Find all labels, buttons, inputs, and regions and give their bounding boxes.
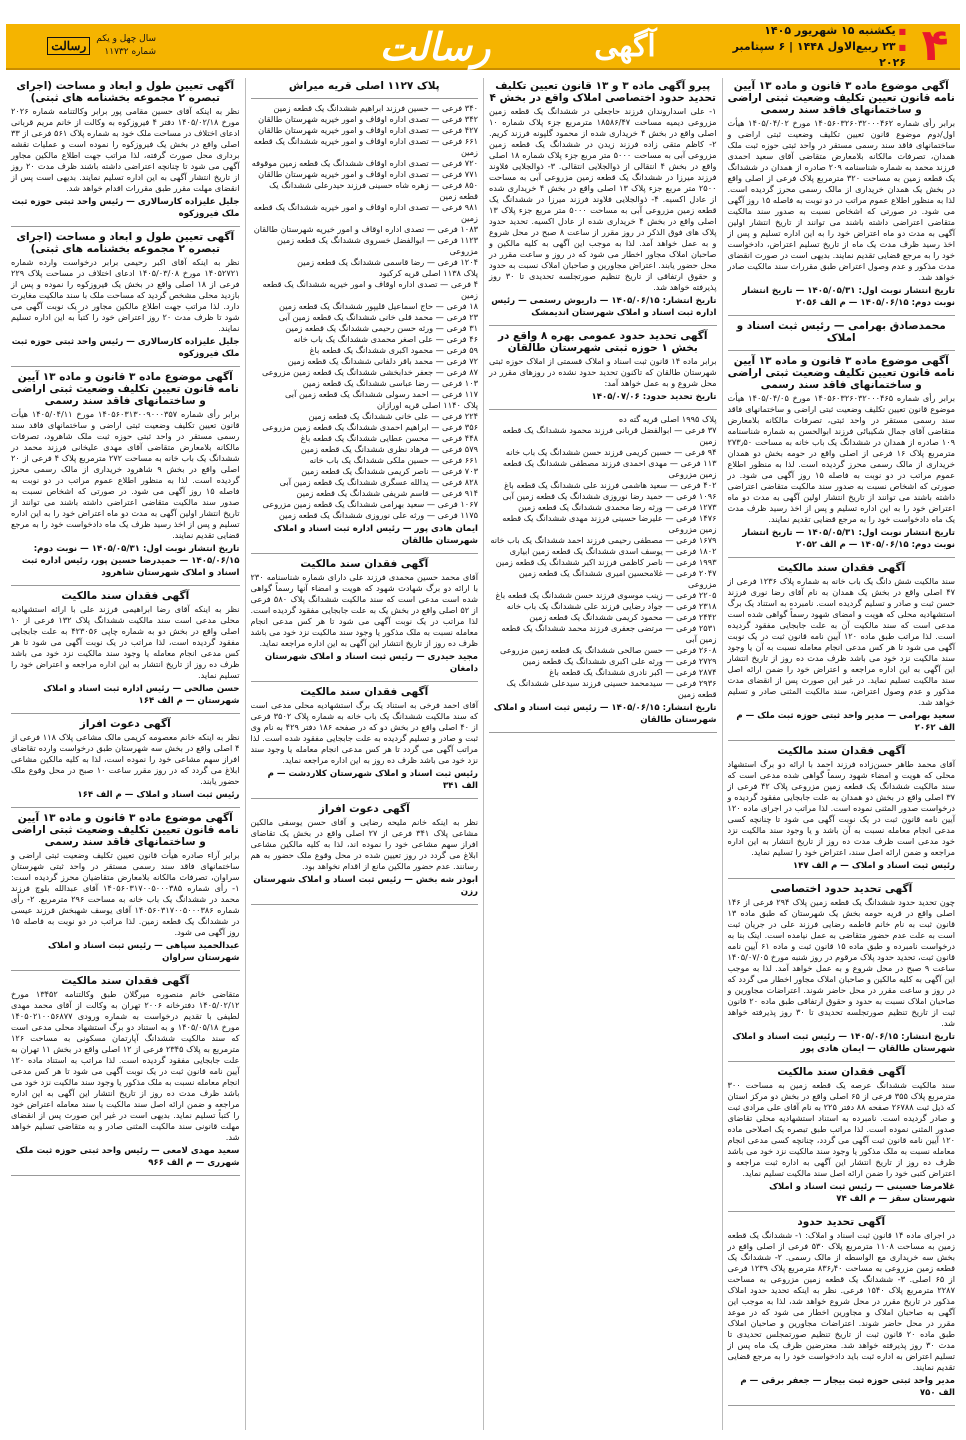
notice-title: آگهی فقدان سند مالکیت bbox=[300, 558, 429, 570]
notice-divider bbox=[728, 315, 956, 316]
notice-signature: جلیل علیزاده کارسالاری — رئیس واحد ثبتی حوزه ثبت ملک فیروزکوه bbox=[11, 337, 240, 359]
notice-divider bbox=[728, 1211, 956, 1212]
notice-signature: غلامرضا حسینی — رئیس ثبت اسناد و املاک شهرستان سقز — م الف ۷۴ bbox=[769, 1182, 955, 1204]
notice-signature: حسن صالحی — رئیس اداره ثبت اسناد و املاک شهرستان — م الف ۱۶۴ bbox=[43, 684, 240, 706]
list-item: ۱۱۷۵ فرعی — ورثه علی نوروزی ششدانگ یک قطعه زمین bbox=[278, 510, 478, 520]
legal-notice bbox=[251, 558, 479, 675]
list-item: ۴۴۸ فرعی — محسن عطایی ششدانگ یک قطعه باغ bbox=[300, 433, 478, 443]
notice-body: نظر به اینکه خانم معصومه کریمی مالک مشاعی پلاک ۱۱۸ فرعی از ۴ اصلی واقع در بخش سه شهرستان طبق درخواست وارده تقاضای افراز سهم مشاعی خود را نموده است، لذا به کلیه مالکین مشاعی ابلاغ می گردد که در روز مقرر ساعت ۱۰ صبح در محل وقوع ملک حضور یابند. bbox=[11, 732, 240, 786]
mini-logo: رسالت bbox=[47, 37, 90, 55]
masthead-mini bbox=[6, 33, 156, 59]
date-persian: ■ یکشنبه ۱۵ شهریور ۱۴۰۵ bbox=[720, 23, 906, 39]
list-item: ۱۸۰۲ فرعی — یوسف اسدی ششدانگ یک قطعه زمین ابیاری bbox=[509, 546, 717, 556]
list-item: ۱۴۷۶ فرعی — علیرضا حسینی فرزند مهدی ششدانگ یک قطعه زمین مزروعی bbox=[502, 513, 717, 534]
page-number: ۴ bbox=[921, 20, 949, 71]
notice-title: آگهی تعیین طول و ابعاد و مساحت (اجرای تبصره ۲ مجموعه بخشنامه های ثبتی) bbox=[16, 80, 235, 104]
notice-title: آگهی دعوت افراز bbox=[79, 718, 171, 730]
notice-title: آگهی موضوع ماده ۳ قانون و ماده ۱۳ آیین نامه قانون تعیین تکلیف وضعیت ثبتی اراضی و ساختمانهای فاقد سند رسمی bbox=[727, 355, 955, 391]
notice-body: نظر به اینکه آقای اکبر رحیمی برابر درخواست وارده شماره ۱۴۰۵۲۷۲۱ مورخ ۱۴۰۵/۰۳/۰۸ ادعای اختلاف در مساحت پلاک ۲۲۹ فرعی از ۱۸ اصلی واقع در بخش یک فیروزکوه را نموده و پس از بازدید محلی مشخص گردید که مساحت ملک با سند مالکیت مغایرت دارد. لذا مراتب جهت اطلاع مالکین مجاور در یک نوبت آگهی می شود تا ظرف مدت ۲۰ روز اعتراض خود را کتباً به این اداره تسلیم نمایند. bbox=[11, 257, 240, 333]
notice-divider bbox=[11, 585, 240, 586]
issue-info bbox=[96, 33, 156, 59]
notice-body: متقاضی خانم منصوره میرگلان طبق وکالتنامه ۱۳۴۵۲ مورخ ۱۴۰۵/۰۲/۱۲ دفترخانه ۲۰۰۶ تهران به وکالت از آقای محمد مهدی لطیفی با تقدیم درخواست به شماره ورودی ۱۴۰۵۰۲۱۰۰۵۶۸۷۷ مورخ ۱۴۰۵/۰۵/۱۸ و به استناد دو برگ استشهاد محلی مدعی است که سند مالکیت ششدانگ آپارتمان مسکونی به مساحت ۱۲۶ مترمربع به پلاک ۲۳۴۵ فرعی از ۱۲ اصلی واقع در بخش ۱۱ تهران به علت جابجایی مفقود گردیده است. لذا مراتب به استناد ماده ۱۲۰ آیین نامه قانون ثبت در یک نوبت آگهی می شود تا هر کس مدعی انجام معامله نسبت به ملک مذکور یا وجود سند مالکیت نزد خود می باشد ظرف مدت ده روز از تاریخ انتشار این آگهی به این اداره مراجعه و ضمن ارائه اصل سند مالکیت یا سند معامله اعتراض خود را کتباً تسلیم نماید. بدیهی است در غیر این صورت پس از انقضای مهلت قانونی سند مالکیت المثنی صادر و به متقاضی تسلیم خواهد شد. bbox=[11, 989, 240, 1142]
list-item: ۱۰۹۶ فرعی — حمید رضا نوروزی ششدانگ یک قطعه زمین آبی bbox=[502, 491, 717, 501]
notice-divider bbox=[489, 732, 717, 733]
legal-notice bbox=[728, 320, 956, 344]
legal-notice bbox=[728, 355, 956, 551]
list-item: ۲۵۳۱ فرعی — مرتضی جعفری فرزند محمد ششدانگ یک قطعه زمین آبی bbox=[501, 623, 717, 644]
notice-body: برابر رأی شماره ۱۴۰۵۶۰۳۱۳۰۰۹۰۰۰۳۵۷ مورخ ۱۴۰۵/۰۴/۱۱ هیأت قانون تعیین تکلیف وضعیت ثبتی اراضی و ساختمانهای فاقد سند رسمی مستقر در واحد ثبتی حوزه ثبت ملک شاهرود، تصرفات مالکانه بلامعارض متقاضی آقای مهدی علیخانی فرزند محمد در ششدانگ یک باب خانه به مساحت ۲۷۲ مترمربع پلاک ۴ فرعی از ۲۰ اصلی واقع در بخش ۹ شاهرود خریداری از مالک رسمی محرز گردیده است. لذا به منظور اطلاع عموم مراتب در دو نوبت به فاصله ۱۵ روز آگهی می شود. در صورتی که اشخاص نسبت به صدور سند مالکیت متقاضی اعتراضی داشته باشند می توانند از تاریخ انتشار اولین آگهی به مدت دو ماه اعتراض خود را به این اداره تسلیم و پس از اخذ رسید ظرف یک ماه دادخواست خود را به مرجع قضایی تقدیم نمایند. bbox=[11, 409, 240, 540]
list-item: ۸۲۸ فرعی — یدالله عسگری ششدانگ یک قطعه زمین آبی bbox=[279, 477, 478, 487]
notice-signature: سعید بهرامی — مدیر واحد ثبتی حوزه ثبت ملک — م الف ۲۰۶۲ bbox=[736, 711, 955, 733]
legal-notice bbox=[728, 1216, 956, 1399]
notice-body: آقای محمد طاهر حسن‌زاده فرزند احمد با ارائه دو برگ استشهاد محلی که هویت و امضاء شهود رسماً گواهی شده مدعی است که سند مالکیت ششدانگ یک قطعه زمین مزروعی پلاک ۴۲ فرعی از ۳۷ اصلی واقع در بخش دو همدان به علت جابجایی مفقود گردیده و درخواست صدور المثنی نموده است. لذا مراتب در اجرای ماده ۱۲۰ آیین نامه قانون ثبت در یک نوبت آگهی می شود تا چنانچه کسی مدعی انجام معامله نسبت به آن باشد و یا وجود سند مالکیت نزد خود مدعی است ظرف مدت ده روز از تاریخ انتشار به این اداره مراجعه و ضمن ارائه اصل سند، اعتراض خود را تسلیم نماید. bbox=[727, 759, 955, 857]
list-item: ۲۹۳۶ فرعی — سیدمحمد حسینی فرزند سیدعلی ششدانگ یک قطعه زمین bbox=[506, 678, 717, 699]
legal-notice bbox=[728, 80, 956, 309]
notice-divider bbox=[728, 878, 956, 879]
legal-notice bbox=[11, 371, 240, 579]
notice-title: آگهی فقدان سند مالکیت bbox=[61, 590, 190, 602]
legal-notice bbox=[11, 590, 240, 707]
notice-signature: مدیر واحد ثبتی حوزه ثبت بیجار — جعفر برقی — م الف ۷۵۰ bbox=[740, 1376, 955, 1398]
newspaper-logo: رسالت bbox=[379, 23, 491, 69]
list-item: ۲۸۷۴ فرعی — اکبر نادری ششدانگ یک قطعه باغ bbox=[549, 667, 717, 677]
list-item: ۱۲۷۳ فرعی — ورثه رضا محمدی ششدانگ یک قطعه زمین bbox=[518, 502, 717, 512]
notice-body: ۱- علی اسداروندان فرزند حاجعلی در ششدانگ یک قطعه زمین مزروعی دیمیه مساحت ۱۸۵۸۶/۴۷ مترمربع جزء پلاک شماره ۱۰ اصلی واقع در بخش ۴ خریداری شده از محمود گلپونه فرزند کریم. ۲- کاظم متقی زاده فرزند زیدن در ششدانگ یک قطعه زمین مزروعی آبی به مساحت ۵۰۰۰ متر مربع جزء پلاک شماره ۱۸ اصلی واقع در بخش ۴ انتقالی از ذوالجلایی انتقالی. ۳- ذوالجلایی فلاوند فرزند میرزا در ششدانگ یک قطعه زمین مزروعی آبی به مساحت ۲۵۰۰ متر مربع جزء پلاک ۱۳ اصلی واقع در بخش ۴ خریداری شده از عادل اکسیه. ۴- ذوالجلایی فلاوند فرزند میرزا در ششدانگ یک قطعه زمین مزروعی آبی به مساحت ۵۰۰۰ متر مربع جزء پلاک ۱۳ اصلی واقع در بخش ۴ خریداری شده از عادل اکسیه. تحدید حدود پلاک های فوق الذکر در روز مقرر از ساعت ۸ صبح در محل شروع و به عمل خواهد آمد. لذا به موجب این آگهی به کلیه مالکین و صاحبان املاک مجاور اخطار می شود که در روز و ساعت مقرر در محل حضور یابند. اعتراض مجاورین و صاحبان املاک نسبت به حدود و حقوق ارتفاقی از تاریخ تنظیم صورتجلسه تحدیدی تا ۳۰ روز پذیرفته خواهد شد. bbox=[489, 106, 717, 292]
notice-signature: رئیس ثبت اسناد و املاک — م الف ۱۴۷ bbox=[792, 861, 955, 871]
list-item: ۸۵۰ فرعی — زهره شاه حسینی فرزند حیدرعلی ششدانگ یک قطعه زمین bbox=[269, 180, 478, 201]
list-item: ۱۲۰۴ فرعی — رضا قاسمی ششدانگ یک قطعه زمین bbox=[297, 257, 478, 267]
column-4 bbox=[6, 78, 245, 1430]
notice-divider bbox=[728, 740, 956, 741]
notice-body: نظر به اینکه خانم ملیحه رضایی و آقای حسن یوسفی مالکین مشاعی پلاک ۳۴۱ فرعی از ۲۷ اصلی واقع در بخش یک تقاضای افراز سهم مشاعی خود را نموده اند، لذا به کلیه مالکین مشاعی ابلاغ می گردد در روز تعیین شده در محل وقوع ملک حضور به هم رسانند. عدم حضور مالکین مانع از اقدام نخواهد بود. bbox=[250, 817, 479, 871]
notice-signature: سعید مهدی لامعی — رئیس واحد ثبتی حوزه ثبت ملک شهرری — م الف ۹۶۶ bbox=[15, 1146, 240, 1168]
notice-title: آگهی تحدید حدود عمومی بهره ۸ واقع در بخش ۱ حوزه ثبتی شهرستان طالقان bbox=[497, 330, 708, 354]
list-item: ۴ فرعی — تصدی اداره اوقاف و امور خیریه ششدانگ یک قطعه زمین bbox=[262, 279, 478, 300]
notice-divider bbox=[11, 1175, 240, 1176]
list-item: ۵۹ فرعی — محمود اکبری ششدانگ یک قطعه باغ bbox=[309, 345, 478, 355]
notice-title: آگهی تحدید حدود اختصاصی bbox=[770, 883, 913, 895]
notice-title: آگهی فقدان سند مالکیت bbox=[61, 975, 190, 987]
notice-body: نظر به اینکه آقای حسین مقامی پور برابر وکالتنامه شماره ۲۰۲۶ مورخ ۱۴۰۵/۰۲/۱۸ دفتر ۴ فیروزکوه به وکالت از خانم مریم قربانی ادعای اختلاف در مساحت ملک خود به شماره پلاک ۵۶۱ فرعی از ۳۳ اصلی واقع در بخش یک فیروزکوه را نموده است و عملیات نقشه برداری محل صورت گرفته، لذا مراتب جهت اطلاع مالکین مجاور آگهی می شود تا چنانچه اعتراضی داشته باشند ظرف مدت ۲۰ روز از تاریخ انتشار آگهی به این اداره تسلیم نمایند. بدیهی است پس از انقضای مهلت مقرر طبق مقررات اقدام خواهد شد. bbox=[11, 106, 240, 193]
notice-signature: ابوذر شه بخش — رئیس ثبت اسناد و املاک شهرستان رزن bbox=[253, 875, 478, 897]
list-item: ۷۰۳ فرعی — ناصر کریمی ششدانگ یک قطعه زمین bbox=[301, 466, 478, 476]
list-item: پلاک ۱۱۴۰ اصلی قریه اورازان bbox=[376, 400, 478, 410]
list-item: ۲۰۴۷ فرعی — غلامحسین امیری ششدانگ یک قطعه زمین مزروعی bbox=[518, 568, 717, 589]
notice-divider bbox=[728, 1405, 956, 1406]
legal-notice bbox=[251, 80, 479, 92]
list-item: ۱۱۷ فرعی — احمد رسولی ششدانگ یک قطعه زمین آبی bbox=[284, 389, 478, 399]
list-item: ۲۷۲۹ فرعی — ورثه علی اکبری ششدانگ یک قطعه زمین bbox=[522, 656, 717, 666]
legal-notice bbox=[11, 812, 240, 964]
notice-divider bbox=[489, 325, 717, 326]
notice-body: نظر به اینکه آقای رضا ابراهیمی فرزند علی با ارائه استشهادیه محلی مدعی است سند مالکیت ششدانگ پلاک ۱۳۲ فرعی از ۱۰ اصلی واقع در بخش دو به شماره چاپی ۴۲۳۰۵۶ به علت جابجایی مفقود گردیده است، لذا مراتب در یک نوبت آگهی می شود تا هر کس مدعی انجام معامله یا وجود سند مالکیت نزد خود می باشد ظرف ده روز از تاریخ انتشار به این اداره مراجعه و اعتراض خود را تسلیم نماید. bbox=[11, 604, 240, 680]
list-item: ۲۴۴۲ فرعی — محمود کریمی ششدانگ یک قطعه زمین bbox=[529, 612, 717, 622]
date-block bbox=[720, 23, 910, 70]
notice-title: آگهی موضوع ماده ۳ قانون و ماده ۱۳ آیین نامه قانون تعیین تکلیف وضعیت ثبتی اراضی و ساختمانهای فاقد سند رسمی bbox=[11, 812, 239, 848]
issue-line: شماره ۱۱۷۳۲ bbox=[104, 47, 156, 57]
list-item: ۸۷ فرعی — جعفر خدابخشی ششدانگ یک قطعه زمین مزروعی bbox=[261, 367, 478, 377]
list-item: ۷۲ فرعی — محمد باقر دلفانی ششدانگ یک قطعه زمین bbox=[287, 356, 478, 366]
list-item: ۷۷۱ فرعی — تصدی اداره اوقاف و امور خیریه شهرستان طالقان bbox=[258, 169, 478, 179]
notice-body: آقای احمد فرخی به استناد یک برگ استشهادیه محلی مدعی است که سند مالکیت ششدانگ یک باب خانه به شماره پلاک ۳۵۰۲ فرعی از ۴۰ اصلی واقع در بخش دو که در صفحه ۱۸۶ دفتر ۴۲۹ به نام وی ثبت و صادر و تسلیم گردیده به علت جابجایی مفقود شده است. لذا مراتب آگهی می گردد تا هر کس مدعی انجام معامله یا وجود سند نزد خود می باشد ظرف ده روز به این اداره مراجعه نماید. bbox=[250, 700, 478, 765]
legal-notice bbox=[489, 80, 717, 319]
list-item: ۲۲۴ فرعی — علی خانی ششدانگ یک قطعه زمین bbox=[308, 411, 478, 421]
list-item: ۹۱۴ فرعی — قاسم شریفی ششدانگ یک قطعه زمین bbox=[296, 488, 478, 498]
notice-title: آگهی فقدان سند مالکیت bbox=[777, 745, 906, 757]
notice-title: محمدصادق بهرامی — رئیس ثبت اسناد و املاک bbox=[736, 320, 946, 344]
notice-body: آقای محمد حسین محمدی فرزند علی دارای شماره شناسنامه ۲۳۰ با ارائه دو برگ شهادت شهود که هویت و امضاء آنها رسماً گواهی شده است مدعی است که سند مالکیت ششدانگ پلاک ۵۸۰ فرعی از ۵۲ اصلی واقع در بخش یک به علت جابجایی مفقود گردیده است. لذا مراتب در یک نوبت آگهی می شود تا هر کس مدعی انجام معامله نسبت به ملک مذکور یا وجود سند مالکیت نزد خود می باشد ظرف ده روز از تاریخ انتشار این آگهی به این اداره مراجعه نماید. bbox=[250, 572, 478, 648]
list-item: ۶۶۱ فرعی — حسین ملکی ششدانگ یک باب خانه bbox=[309, 455, 478, 465]
notice-divider bbox=[728, 350, 956, 351]
notice-signature: تاریخ انتشار: ۱۴۰۵/۰۶/۱۵ — رئیس ثبت اسناد و املاک شهرستان طالقان — ایمان هادی پور bbox=[732, 1032, 955, 1054]
list-item: ۱۹۹۳ فرعی — ناصر کاظمی فرزند اکبر ششدانگ یک قطعه زمین bbox=[495, 557, 717, 567]
notice-body: برابر رأی شماره ۱۴۰۵۶۰۳۲۶۰۳۲۰۰۰۴۶۲ مورخ ۱۴۰۵/۰۴/۰۲ هیأت اول/دوم موضوع قانون تعیین تکلیف وضعیت ثبتی اراضی و ساختمانهای فاقد سند رسمی مستقر در واحد ثبتی حوزه ثبت ملک همدان، تصرفات مالکانه بلامعارض متقاضی آقای سعید احمدی فرزند محمد به شماره شناسنامه ۲۰۹ صادره از همدان در ششدانگ یک قطعه زمین به مساحت ۳۲۰ مترمربع پلاک فرعی از اصلی واقع در بخش یک همدان خریداری از مالک رسمی محرز گردیده است. لذا به منظور اطلاع عموم مراتب در دو نوبت به فاصله ۱۵ روز آگهی می شود. در صورتی که اشخاص نسبت به صدور سند مالکیت متقاضی اعتراضی داشته باشند می توانند از تاریخ انتشار اولین آگهی به مدت دو ماه اعتراض خود را به این اداره تسلیم و پس از اخذ رسید ظرف مدت یک ماه از تاریخ تسلیم اعتراض، دادخواست خود را به مرجع قضایی تقدیم نمایند. بدیهی است در صورت انقضای مدت مذکور و عدم وصول اعتراض طبق مقررات سند مالکیت صادر خواهد شد. bbox=[727, 118, 956, 282]
notice-divider bbox=[251, 553, 479, 554]
legal-notice bbox=[251, 803, 479, 898]
legal-notice bbox=[728, 883, 956, 1055]
list-item: پلاک ۱۹۹۵ اصلی قریه گته ده bbox=[618, 414, 717, 424]
legal-notice bbox=[489, 330, 717, 403]
notice-title: آگهی دعوت افراز bbox=[318, 803, 410, 815]
list-item: ۴۰۲ فرعی — سعید هاشمی فرزند علی ششدانگ یک قطعه باغ bbox=[504, 480, 717, 490]
list-item: ۱۱۳ فرعی — مهدی احمدی فرزند مصطفی ششدانگ یک قطعه زمین مزروعی bbox=[502, 458, 717, 479]
notice-divider bbox=[728, 557, 956, 558]
notice-title: آگهی فقدان سند مالکیت bbox=[777, 562, 906, 574]
notice-title: آگهی فقدان سند مالکیت bbox=[300, 686, 429, 698]
notice-divider bbox=[11, 226, 240, 227]
notice-divider bbox=[251, 98, 479, 99]
column-3 bbox=[245, 78, 484, 1430]
list-item: ۷۲۰ فرعی — تصدی اداره اوقاف ششدانگ یک قطعه زمین موقوفه bbox=[251, 158, 478, 168]
column-1 bbox=[722, 78, 961, 1430]
notice-signature: تاریخ تحدید حدود: ۱۴۰۵/۰۷/۰۶ bbox=[591, 392, 717, 402]
notice-divider bbox=[489, 409, 717, 410]
notice-divider bbox=[11, 970, 240, 971]
notice-body: چون تحدید حدود ششدانگ یک قطعه زمین پلاک ۲۹۴ فرعی از ۱۴۶ اصلی واقع در قریه حومه بخش یک شهرستان که طبق ماده ۱۳ قانون ثبت به نام خانم فاطمه رضایی فرزند علی در جریان ثبت است به علت عدم حضور متقاضی به عمل نیامده است. اینک بنا به درخواست نامبرده و طبق ماده ۱۵ قانون ثبت و ماده ۶۱ آیین نامه قانون ثبت، تحدید حدود پلاک مرقوم در روز شنبه مورخ ۱۴۰۵/۰۷/۰۵ ساعت ۹ صبح در محل شروع و به عمل خواهد آمد. لذا به موجب این آگهی به کلیه مالکین و صاحبان املاک مجاور اخطار می گردد که در روز و ساعت مقرر در محل حاضر شوند. اعتراضات مجاورین و صاحبان املاک نسبت به حدود و حقوق ارتفاقی طبق ماده ۲۰ قانون ثبت از تاریخ تنظیم صورتجلسه تحدیدی تا ۳۰ روز پذیرفته خواهد شد. bbox=[727, 897, 956, 1028]
list-item: ۱۰۶۷ فرعی — سعید بهرامی ششدانگ یک قطعه زمین مزروعی bbox=[262, 499, 478, 509]
list-item: ۳۴۰ فرعی — حسین فرزند ابراهیم ششدانگ یک قطعه زمین bbox=[273, 103, 478, 113]
column-2 bbox=[483, 78, 722, 1430]
list-item: ۲۳ فرعی — محمد قلی خانی ششدانگ یک قطعه زمین آبی bbox=[278, 312, 478, 322]
legal-notice bbox=[728, 1066, 956, 1205]
list-item: ۹۸۱ فرعی — تصدی اداره اوقاف و امور خیریه ششدانگ یک قطعه زمین bbox=[253, 202, 478, 223]
date-hijri: ■ ۲۳ ربیع‌الاول ۱۴۴۸ | ۶ سپتامبر ۲۰۲۶ bbox=[720, 39, 906, 70]
notice-signature: جلیل علیزاده کارسالاری — رئیس واحد ثبتی حوزه ثبت ملک فیروزکوه bbox=[11, 197, 240, 219]
ads-columns bbox=[6, 78, 960, 1430]
notice-divider bbox=[11, 807, 240, 808]
list-item: ۶۶۱ فرعی — تصدی اداره اوقاف و امور خیریه ششدانگ یک قطعه زمین bbox=[253, 136, 478, 157]
list-item: ۳۴۲ فرعی — تصدی اداره اوقاف و امور خیریه شهرستان طالقان bbox=[258, 114, 478, 124]
notice-signature: ایمان هادی پور — رئیس اداره ثبت اسناد و املاک شهرستان طالقان bbox=[273, 524, 478, 546]
list-item: ۱۸ فرعی — حاج اسماعیل قلیپور ششدانگ یک قطعه زمین bbox=[278, 301, 478, 311]
notice-body: برابر رأی شماره ۱۴۰۵۶۰۳۲۶۰۳۲۰۰۰۴۶۵ مورخ ۱۴۰۵/۰۴/۰۵ هیأت موضوع قانون تعیین تکلیف وضعیت ثبتی اراضی و ساختمانهای فاقد سند رسمی مستقر در واحد ثبتی، تصرفات مالکانه بلامعارض متقاضی آقای جمال شکیبائی فرزند ابوالحسن به شماره شناسنامه ۱۰۹ صادره از همدان در ششدانگ یک باب خانه به مساحت ۲۷۳٫۵۰ مترمربع پلاک ۱۶ فرعی از اصلی واقع در حومه بخش دو همدان خریداری از مالک رسمی محرز گردیده است. لذا به منظور اطلاع عموم مراتب در دو نوبت به فاصله ۱۵ روز آگهی می شود. در صورتی که اشخاص نسبت به صدور سند مالکیت متقاضی اعتراضی داشته باشند می توانند از تاریخ انتشار اولین آگهی به مدت دو ماه اعتراض خود را به این اداره تسلیم و پس از اخذ رسید ظرف مدت یک ماه دادخواست خود را به مرجع قضایی تقدیم نمایند. bbox=[727, 393, 956, 524]
notice-title: آگهی تعیین طول و ابعاد و مساحت (اجرای تبصره ۲ مجموعه بخشنامه های ثبتی) bbox=[16, 231, 235, 255]
notice-signature: تاریخ انتشار نوبت اول: ۱۴۰۵/۰۵/۳۱ — تاریخ انتشار نوبت دوم: ۱۴۰۵/۰۶/۱۵ — م الف ۲۰۵۲ bbox=[742, 528, 955, 550]
notice-signature: تاریخ انتشار نوبت اول: ۱۴۰۵/۰۵/۳۱ — نوبت دوم: ۱۴۰۵/۰۶/۱۵ — حمیدرضا حسین پور، رئیس اداره ثبت اسناد و املاک شهرستان شاهرود bbox=[21, 544, 240, 578]
parcel-list bbox=[251, 103, 479, 547]
notice-body: برابر ماده ۱۴ قانون ثبت اسناد و املاک قسمتی از املاک حوزه ثبتی شهرستان طالقان که تاکنون تحدید حدود نشده در روزهای مقرر در محل شروع و به عمل خواهد آمد: bbox=[489, 356, 717, 388]
notice-title: آگهی موضوع ماده ۳ قانون و ماده ۱۳ آیین نامه قانون تعیین تکلیف وضعیت ثبتی اراضی و ساختمانهای فاقد سند رسمی bbox=[11, 371, 239, 407]
list-item: ۲۲۰۵ فرعی — زینب موسوی فرزند حسن ششدانگ یک قطعه باغ bbox=[495, 590, 717, 600]
list-item: ۱۰۳ فرعی — رضا عباسی ششدانگ یک قطعه زمین bbox=[302, 378, 478, 388]
section-title: آگهی bbox=[594, 28, 656, 64]
notice-divider bbox=[11, 713, 240, 714]
notice-signature: تاریخ انتشار نوبت اول: ۱۴۰۵/۰۵/۳۱ — تاریخ انتشار نوبت دوم: ۱۴۰۵/۰۶/۱۵ — م الف ۲۰۵۶ bbox=[742, 286, 955, 308]
notice-divider bbox=[251, 798, 479, 799]
list-item: ۵۷۹ فرعی — فرهاد نظری ششدانگ یک قطعه زمین bbox=[300, 444, 478, 454]
notice-signature: تاریخ انتشار: ۱۴۰۵/۰۶/۱۵ — رئیس ثبت اسناد و املاک شهرستان طالقان bbox=[493, 703, 717, 725]
list-item: ۱۱۲۳ فرعی — ابوالفضل خسروی ششدانگ یک قطعه زمین مزروعی bbox=[277, 235, 478, 256]
legal-notice bbox=[11, 718, 240, 801]
notice-title: پلاک ۱۱۲۷ اصلی قریه میراش bbox=[288, 80, 440, 92]
page-banner bbox=[6, 20, 960, 71]
list-item: ۲۳۱۸ فرعی — جواد رضایی فرزند علی ششدانگ یک باب خانه bbox=[506, 601, 717, 611]
notice-title: آگهی تحدید حدود bbox=[797, 1216, 886, 1228]
list-item: ۳۵۶ فرعی — ابراهیم احمدی ششدانگ یک قطعه زمین مزروعی bbox=[262, 422, 478, 432]
notice-signature: تاریخ انتشار: ۱۴۰۵/۰۶/۱۵ — داریوش رستمی — رئیس اداره ثبت اسناد و املاک شهرستان اندیمشک bbox=[491, 296, 717, 318]
notice-divider bbox=[251, 904, 479, 905]
parcel-list bbox=[489, 414, 717, 726]
legal-notice bbox=[11, 80, 240, 220]
list-item: ۳۷ فرعی — ابوالفضل قربانی فرزند محمود ششدانگ یک قطعه زمین bbox=[502, 425, 717, 446]
list-item: ۳۱ فرعی — ورثه حسن رحیمی ششدانگ یک قطعه زمین bbox=[285, 323, 478, 333]
list-item: ۱۶۷۹ فرعی — مصطفی رحیمی فرزند احمد ششدانگ یک باب خانه bbox=[490, 535, 717, 545]
notice-body: در اجرای ماده ۱۴ قانون ثبت اسناد و املاک: ۱- ششدانگ یک قطعه زمین به مساحت ۱۱۰۸ مترمربع پلاک ۵۳۰ فرعی از اصلی واقع در بخش سه خریداری مع الواسطه از مالک رسمی. ۲- ششدانگ یک قطعه زمین مزروعی به مساحت ۸۳۶٫۴۰ مترمربع پلاک ۱۲۳۹ فرعی از ۶۵ اصلی. ۳- ششدانگ یک قطعه زمین مزروعی به مساحت ۲۲۸۷ مترمربع پلاک ۱۵۴۰ فرعی. نظر به اینکه تحدید حدود املاک مذکور در تاریخ مقرر در محل شروع خواهد شد، لذا به موجب این آگهی به صاحبان املاک و مجاورین اخطار می شود که در موعد مقرر در محل حاضر شوند. اعتراضات مجاورین و صاحبان املاک طبق ماده ۲۰ قانون ثبت از تاریخ تنظیم صورتمجلس تحدیدی تا مدت ۳۰ روز پذیرفته خواهد شد. معترضین ظرف یک ماه پس از تسلیم اعتراض به اداره ثبت باید دادخواست خود را به مرجع قضایی تقدیم نمایند. bbox=[727, 1230, 956, 1372]
notice-signature: رئیس ثبت اسناد و املاک شهرستان کلاردشت — م الف ۳۴۱ bbox=[267, 769, 478, 791]
notice-title: آگهی موضوع ماده ۳ قانون و ماده ۱۳ آیین نامه قانون تعیین تکلیف وضعیت ثبتی اراضی و ساختمانهای فاقد سند رسمی bbox=[727, 80, 955, 116]
notice-divider bbox=[11, 366, 240, 367]
list-item: ۱۰۸۳ فرعی — تصدی اداره اوقاف و امور خیریه شهرستان طالقان bbox=[253, 224, 478, 234]
notice-title: آگهی فقدان سند مالکیت bbox=[777, 1066, 906, 1078]
legal-notice bbox=[251, 686, 479, 792]
legal-notice bbox=[728, 745, 956, 872]
legal-notice bbox=[728, 562, 956, 734]
notice-signature: عبدالحمید سپاهی — رئیس ثبت اسناد و املاک شهرستان سراوان bbox=[48, 941, 240, 963]
notice-divider bbox=[251, 681, 479, 682]
notice-body: سند مالکیت ششدانگ عرصه یک قطعه زمین به مساحت ۳۰۰ مترمربع پلاک ۳۵۵ فرعی از ۶۵ اصلی واقع در بخش دو مرکز استان که ذیل ثبت ۲۶۷۸۸ صفحه ۸۸ دفتر ۲۲۵ به نام آقای علی مرادی ثبت و صادر گردیده است. نامبرده به استناد استشهادیه محلی تقاضای صدور المثنی نموده است. لذا مراتب طبق تبصره یک اصلاحی ماده ۱۲۰ آیین نامه قانون ثبت آگهی می گردد، چنانچه کسی مدعی انجام معامله نسبت به ملک مذکور یا وجود سند مالکیت نزد خود می باشد ظرف ده روز از تاریخ انتشار این آگهی به اداره ثبت مراجعه و اعتراض کتبی خود را ضمن ارائه اصل سند مالکیت تسلیم نماید. bbox=[727, 1080, 955, 1178]
notice-title: پیرو آگهی ماده ۳ و ۱۳ قانون تعیین تکلیف تحدید حدود اختصاصی املاک واقع در بخش ۴ bbox=[489, 80, 716, 104]
legal-notice bbox=[11, 975, 240, 1169]
notice-body: سند مالکیت شش دانگ یک باب خانه به شماره پلاک ۱۲۳۶ فرعی از ۴۷ اصلی واقع در بخش یک همدان به نام آقای رضا نوری فرزند حسن ثبت و صادر و تسلیم گردیده است. نامبرده به استناد یک برگ استشهادیه محلی که هویت و امضای شهود رسماً گواهی شده است مدعی است که سند مالکیت آن به علت جابجایی مفقود گردیده است. لذا مراتب طبق ماده ۱۲۰ آیین نامه قانون ثبت در یک نوبت آگهی می شود تا هر کس مدعی انجام معامله نسبت به آن یا وجود سند مالکیت نزد خود می باشد ظرف مدت ده روز از تاریخ انتشار این آگهی به این اداره مراجعه و اعتراض خود را ضمن ارائه اصل سند مالکیت تسلیم نماید. در غیر این صورت پس از انقضای مدت مذکور و عدم وصول اعتراض، سند مالکیت المثنی صادر و تسلیم خواهد شد. bbox=[727, 576, 956, 707]
legal-notice bbox=[11, 231, 240, 360]
notice-signature: مجید حیدری — رئیس ثبت اسناد و املاک شهرستان دامغان bbox=[264, 652, 478, 674]
notice-divider bbox=[728, 1061, 956, 1062]
list-item: ۴۲۷ فرعی — تصدی اداره اوقاف و امور خیریه شهرستان طالقان bbox=[258, 125, 478, 135]
notice-body: برابر آراء صادره هیأت قانون تعیین تکلیف وضعیت ثبتی اراضی و ساختمانهای فاقد سند رسمی مستقر در واحد ثبتی شهرستان سراوان، تصرفات مالکانه بلامعارض متقاضیان محرز گردیده است: ۱- رأی شماره ۱۴۰۵۶۰۳۱۷۰۰۵۰۰۰۳۸۵ آقای عبدالله بلوچ فرزند محمد در ششدانگ یک باب خانه به مساحت ۲۹۶ مترمربع. ۲- رأی شماره ۱۴۰۵۶۰۳۱۷۰۰۵۰۰۰۳۸۶ آقای یوسف شهبخش فرزند عیسی در ششدانگ یک قطعه زمین. لذا مراتب در دو نوبت به فاصله ۱۵ روز آگهی می شود. bbox=[11, 850, 240, 937]
notice-signature: رئیس ثبت اسناد و املاک — م الف ۱۶۴ bbox=[77, 790, 240, 800]
list-item: ۹۴ فرعی — حسین کریمی فرزند حسن ششدانگ یک باب خانه bbox=[505, 447, 717, 457]
list-item: ۲۶۰۸ فرعی — حسن صالحی ششدانگ یک قطعه زمین مزروعی bbox=[500, 645, 717, 655]
year-line: سال چهل و یکم bbox=[96, 34, 156, 44]
list-item: ۴۶ فرعی — علی اصغر محمدی ششدانگ یک باب خانه bbox=[293, 334, 478, 344]
list-item: پلاک ۱۱۳۸ اصلی قریه کرکبود bbox=[378, 268, 478, 278]
